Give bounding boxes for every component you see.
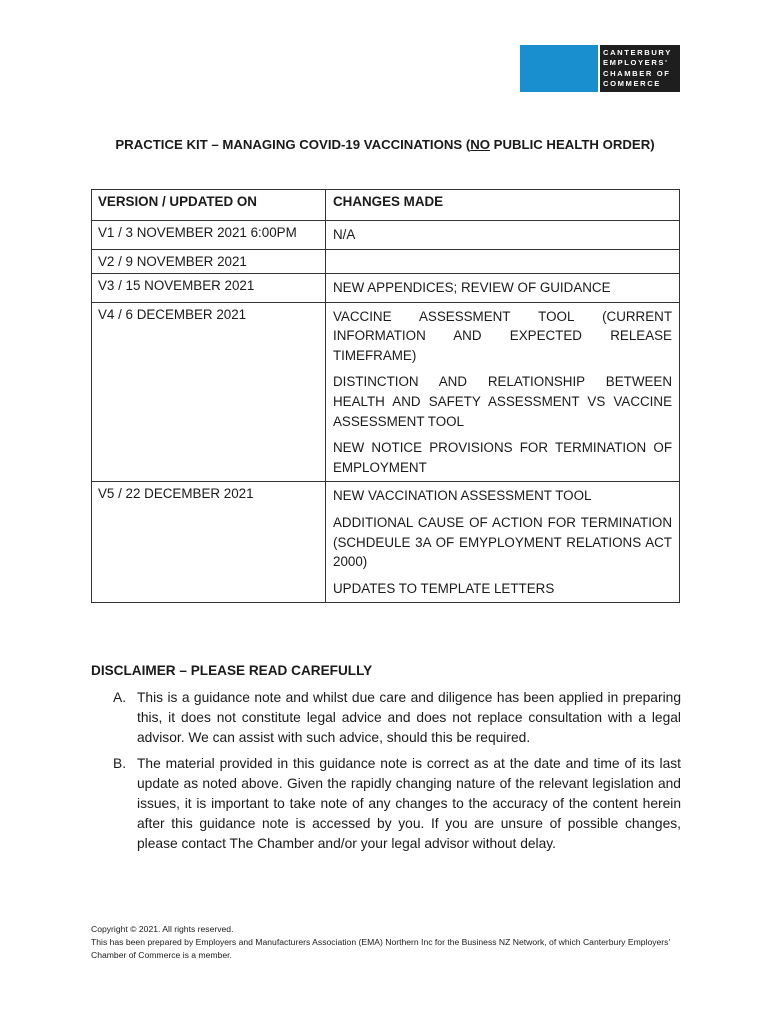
column-header-changes: CHANGES MADE [326, 190, 680, 221]
item-letter: A. [113, 690, 127, 705]
chamber-logo [600, 45, 680, 92]
version-cell: V3 / 15 NOVEMBER 2021 [92, 274, 326, 303]
table-row [92, 302, 680, 482]
version-cell: V1 / 3 NOVEMBER 2021 6:00PM [92, 221, 326, 250]
title-part: PRACTICE KIT – MANAGING COVID-19 VACCINATIONS ( [115, 137, 471, 152]
version-cell: V2 / 9 NOVEMBER 2021 [92, 250, 326, 274]
logo-blue-block [520, 45, 598, 92]
table-row [92, 250, 680, 274]
change-item: NEW APPENDICES; REVIEW OF GUIDANCE [333, 280, 611, 295]
changes-cell [326, 274, 680, 303]
table-header-row [92, 190, 680, 221]
change-item: DISTINCTION AND RELATIONSHIP BETWEEN HEALTH AND SAFETY ASSESSMENT VS VACCINE ASSESSMENT TOOL [333, 374, 672, 429]
change-item: NEW VACCINATION ASSESSMENT TOOL [333, 488, 592, 504]
table-row [92, 274, 680, 303]
table-row [92, 482, 680, 603]
change-item: N/A [333, 227, 356, 242]
title-underlined: NO [470, 137, 491, 152]
title-part: PUBLIC HEALTH ORDER) [490, 137, 655, 152]
copyright-notice: Copyright © 2021. All rights reserved. [91, 924, 234, 934]
change-item: UPDATES TO TEMPLATE LETTERS [333, 580, 555, 596]
logo-line: COMMERCE [603, 79, 661, 89]
page-footer [91, 923, 691, 962]
changes-cell [326, 250, 680, 274]
change-item: VACCINE ASSESSMENT TOOL (CURRENT INFORMATION AND EXPECTED RELEASE TIMEFRAME) [333, 308, 672, 363]
changes-cell [326, 302, 680, 482]
disclaimer-heading: DISCLAIMER – PLEASE READ CAREFULLY [91, 663, 373, 678]
logo-line: EMPLOYERS' [603, 58, 669, 68]
changes-cell [326, 221, 680, 250]
logo-line: CHAMBER OF [603, 68, 671, 78]
version-table [91, 189, 680, 603]
table-row [92, 221, 680, 250]
list-item [113, 688, 681, 747]
logo-line: CANTERBURY [603, 48, 672, 57]
column-header-version: VERSION / UPDATED ON [92, 190, 326, 221]
item-letter: B. [113, 756, 127, 772]
change-item: ADDITIONAL CAUSE OF ACTION FOR TERMINATION (SCHDEULE 3A OF EMYPLOYMENT RELATIONS ACT 2000) [333, 514, 672, 570]
disclaimer-list [113, 688, 681, 860]
item-text: This is a guidance note and whilst due care and diligence has been applied in preparing this, it does not constitute legal advice and does not replace consultation with a legal advisor. We can assist with such advice, should this be required. [137, 690, 681, 745]
prepared-by-notice: This has been prepared by Employers and Manufacturers Association (EMA) Northern Inc for the Business NZ Network, of which Canterbury Employers' Chamber of Commerce is a member. [91, 937, 671, 960]
change-item: NEW NOTICE PROVISIONS FOR TERMINATION OF EMPLOYMENT [333, 440, 672, 475]
item-text: The material provided in this guidance note is correct as at the date and time of its last update as noted above. Given the rapidly changing nature of the relevant legislation and issues, it is important to take note of any changes to the accuracy of the content herein after this guidance note is accessed by you. If you are unsure of possible changes, please contact The Chamber and/or your legal advisor without delay. [137, 756, 681, 851]
changes-cell [326, 482, 680, 603]
version-cell: V5 / 22 DECEMBER 2021 [92, 482, 326, 603]
version-cell: V4 / 6 DECEMBER 2021 [92, 302, 326, 482]
list-item [113, 754, 681, 853]
page-title [0, 137, 770, 152]
